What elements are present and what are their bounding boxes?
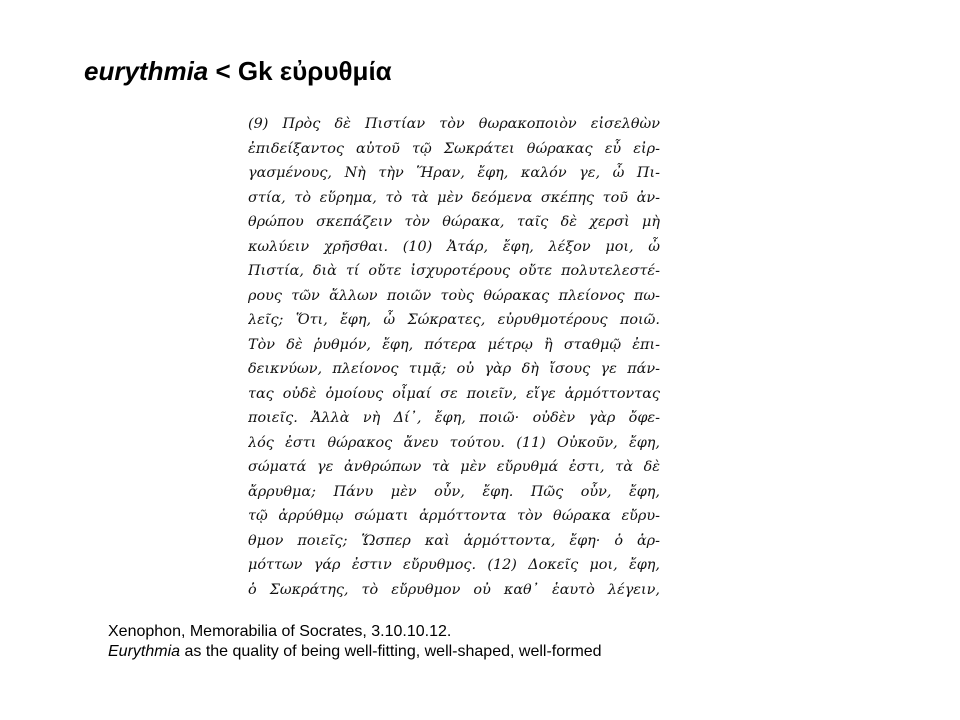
greek-text-line: κωλύειν χρῆσθαι. (10) Ἀτάρ, ἔφη, λέξον μοι, ὦ <box>248 238 660 255</box>
greek-text-line: Τὸν δὲ ῥυθμόν, ἔφη, πότερα μέτρῳ ἢ σταθμῷ ἐπι- <box>248 336 660 353</box>
greek-text-line: (9) Πρὸς δὲ Πιστίαν τὸν θωρακοποιὸν εἰσελθὼν <box>248 116 660 132</box>
greek-text-line: στία, τὸ εὕρημα, τὸ τὰ μὲν δεόμενα σκέπης τοῦ ἀν- <box>248 189 660 206</box>
caption <box>108 622 602 662</box>
greek-text-line: ὁ Σωκράτης, τὸ εὔρυθμον οὐ καθ᾿ ἑαυτὸ λέγειν, <box>248 581 660 598</box>
greek-text-line: γασμένους, Νὴ τὴν Ἥραν, ἔφη, καλόν γε, ὦ Πι- <box>248 165 660 181</box>
greek-text-line: Πιστία, διὰ τί οὔτε ἰσχυροτέρους οὔτε πολυτελεστέ- <box>248 263 660 279</box>
greek-text-line: θμον ποιεῖς; Ὥσπερ καὶ ἁρμόττοντα, ἔφη· ὁ ἁρ- <box>248 532 660 549</box>
greek-text-line: ρους τῶν ἄλλων ποιῶν τοὺς θώρακας πλείονος πω- <box>248 287 660 304</box>
greek-text-line: δεικνύων, πλείονος τιμᾷ; οὐ γὰρ δὴ ἴσους γε πάν- <box>248 361 660 377</box>
greek-text-line: ποιεῖς. Ἀλλὰ νὴ Δί᾿, ἔφη, ποιῶ· οὐδὲν γὰρ ὄφε- <box>248 410 660 426</box>
greek-text-line: σώματά γε ἀνθρώπων τὰ μὲν εὔρυθμά ἐστι, τὰ δὲ <box>248 459 660 475</box>
caption-definition-text: as the quality of being well-fitting, well-shaped, well-formed <box>180 643 602 660</box>
greek-text-line: λός ἐστι θώρακος ἄνευ τούτου. (11) Οὐκοῦν, ἔφη, <box>248 434 660 451</box>
caption-definition <box>108 642 602 662</box>
title-greek-etymology: < Gk εὐρυθμία <box>208 56 392 86</box>
greek-text-line: θρώπου σκεπάζειν τὸν θώρακα, ταῖς δὲ χερσὶ μὴ <box>248 214 660 230</box>
caption-citation: Xenophon, Memorabilia of Socrates, 3.10.10.12. <box>108 623 452 640</box>
greek-text-line: ἐπιδείξαντος αὐτοῦ τῷ Σωκράτει θώρακας εὖ εἰρ- <box>248 140 660 157</box>
slide-title <box>84 54 392 88</box>
greek-text-line: τῷ ἀρρύθμῳ σώματι ἁρμόττοντα τὸν θώρακα εὔρυ- <box>248 508 660 524</box>
greek-text-line: ἄρρυθμα; Πάνυ μὲν οὖν, ἔφη. Πῶς οὖν, ἔφη, <box>248 483 660 500</box>
caption-term: Eurythmia <box>108 643 181 660</box>
title-term: eurythmia <box>84 56 209 86</box>
greek-text-excerpt <box>248 112 660 602</box>
greek-text-line: μόττων γάρ ἐστιν εὔρυθμος. (12) Δοκεῖς μοι, ἔφη, <box>248 557 660 573</box>
greek-text-line: λεῖς; Ὅτι, ἔφη, ὦ Σώκρατες, εὐρυθμοτέρους ποιῶ. <box>248 312 660 328</box>
greek-text-line: τας οὐδὲ ὁμοίους οἶμαί σε ποιεῖν, εἴγε ἁρμόττοντας <box>248 385 660 402</box>
